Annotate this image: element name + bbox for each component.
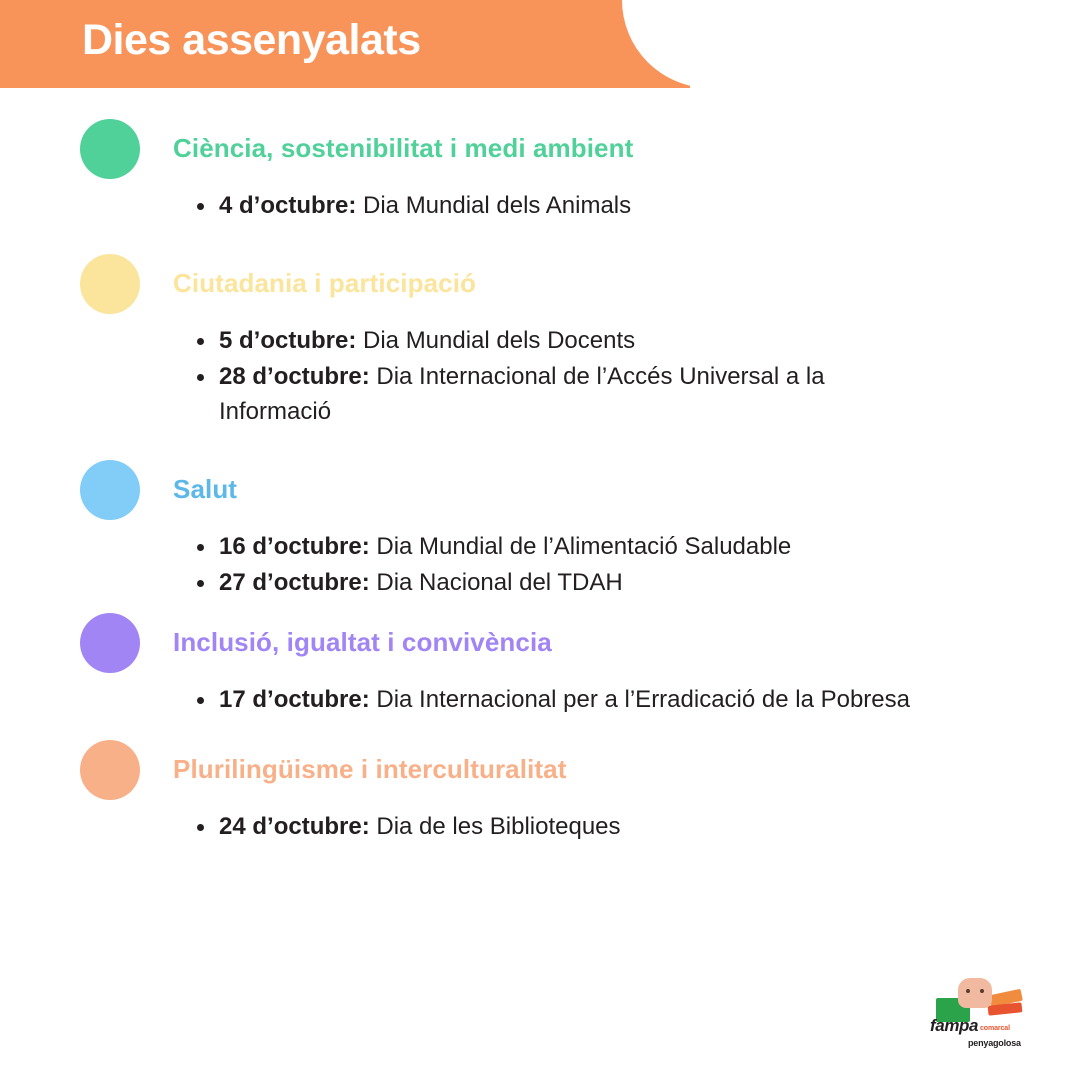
section-header bbox=[80, 739, 1080, 801]
item-text: Dia Internacional de l’Accés Universal a la Informació bbox=[219, 363, 825, 425]
item-text: Dia Mundial de l’Alimentació Saludable bbox=[369, 533, 792, 560]
item-date: 24 d’octubre: bbox=[219, 813, 370, 840]
logo-text-main: fampa bbox=[930, 1016, 979, 1035]
book-icon-right-bottom bbox=[988, 1002, 1023, 1015]
item-date: 4 d’octubre: bbox=[219, 192, 357, 219]
section-inclusio bbox=[0, 612, 1080, 717]
section-title-salut: Salut bbox=[173, 474, 238, 505]
section-color-dot-salut bbox=[80, 460, 140, 520]
section-header bbox=[80, 612, 1080, 674]
section-title-inclusio: Inclusió, igualtat i convivència bbox=[173, 627, 552, 658]
section-title-plurilinguisme: Plurilingüisme i interculturalitat bbox=[173, 754, 567, 785]
section-color-dot-ciutadania bbox=[80, 254, 140, 314]
section-color-dot-inclusio bbox=[80, 613, 140, 673]
header-band-notch bbox=[622, 0, 712, 88]
item-date: 28 d’octubre: bbox=[219, 363, 370, 390]
face-icon bbox=[958, 978, 992, 1008]
sections-container bbox=[0, 118, 1080, 850]
section-header bbox=[80, 118, 1080, 180]
list-item bbox=[193, 529, 953, 564]
logo-text-mini: comarcal bbox=[980, 1025, 1010, 1032]
item-date: 17 d’octubre: bbox=[219, 686, 370, 713]
item-date: 27 d’octubre: bbox=[219, 569, 370, 596]
face-eye-right-icon bbox=[980, 989, 984, 993]
section-plurilinguisme bbox=[0, 739, 1080, 844]
item-text: Dia Mundial dels Animals bbox=[356, 192, 632, 219]
list-item bbox=[193, 188, 953, 223]
section-header bbox=[80, 459, 1080, 521]
item-date: 5 d’octubre: bbox=[219, 327, 357, 354]
face-eye-left-icon bbox=[966, 989, 970, 993]
item-date: 16 d’octubre: bbox=[219, 533, 370, 560]
logo-text-sub: penyagolosa bbox=[968, 1038, 1021, 1048]
section-items-plurilinguisme bbox=[80, 809, 1080, 844]
list-item bbox=[193, 809, 953, 844]
section-items-salut bbox=[80, 529, 1080, 600]
section-ciutadania bbox=[0, 253, 1080, 429]
section-color-dot-plurilinguisme bbox=[80, 740, 140, 800]
list-item bbox=[193, 682, 933, 717]
item-text: Dia Mundial dels Docents bbox=[356, 327, 636, 354]
section-salut bbox=[0, 459, 1080, 600]
section-items-ciutadania bbox=[80, 323, 1080, 429]
section-ciencia bbox=[0, 118, 1080, 223]
item-text: Dia Nacional del TDAH bbox=[369, 569, 623, 596]
item-text: Dia Internacional per a l’Erradicació de la Pobresa bbox=[369, 686, 910, 713]
section-color-dot-ciencia bbox=[80, 119, 140, 179]
list-item bbox=[193, 323, 953, 358]
fampa-logo bbox=[928, 976, 1038, 1048]
section-title-ciutadania: Ciutadania i participació bbox=[173, 268, 477, 299]
section-header bbox=[80, 253, 1080, 315]
item-text: Dia de les Biblioteques bbox=[369, 813, 621, 840]
section-items-ciencia bbox=[80, 188, 1080, 223]
list-item bbox=[193, 565, 953, 600]
section-items-inclusio bbox=[80, 682, 1080, 717]
list-item bbox=[193, 359, 913, 429]
page-title: Dies assenyalats bbox=[82, 16, 421, 64]
section-title-ciencia: Ciència, sostenibilitat i medi ambient bbox=[173, 133, 634, 164]
